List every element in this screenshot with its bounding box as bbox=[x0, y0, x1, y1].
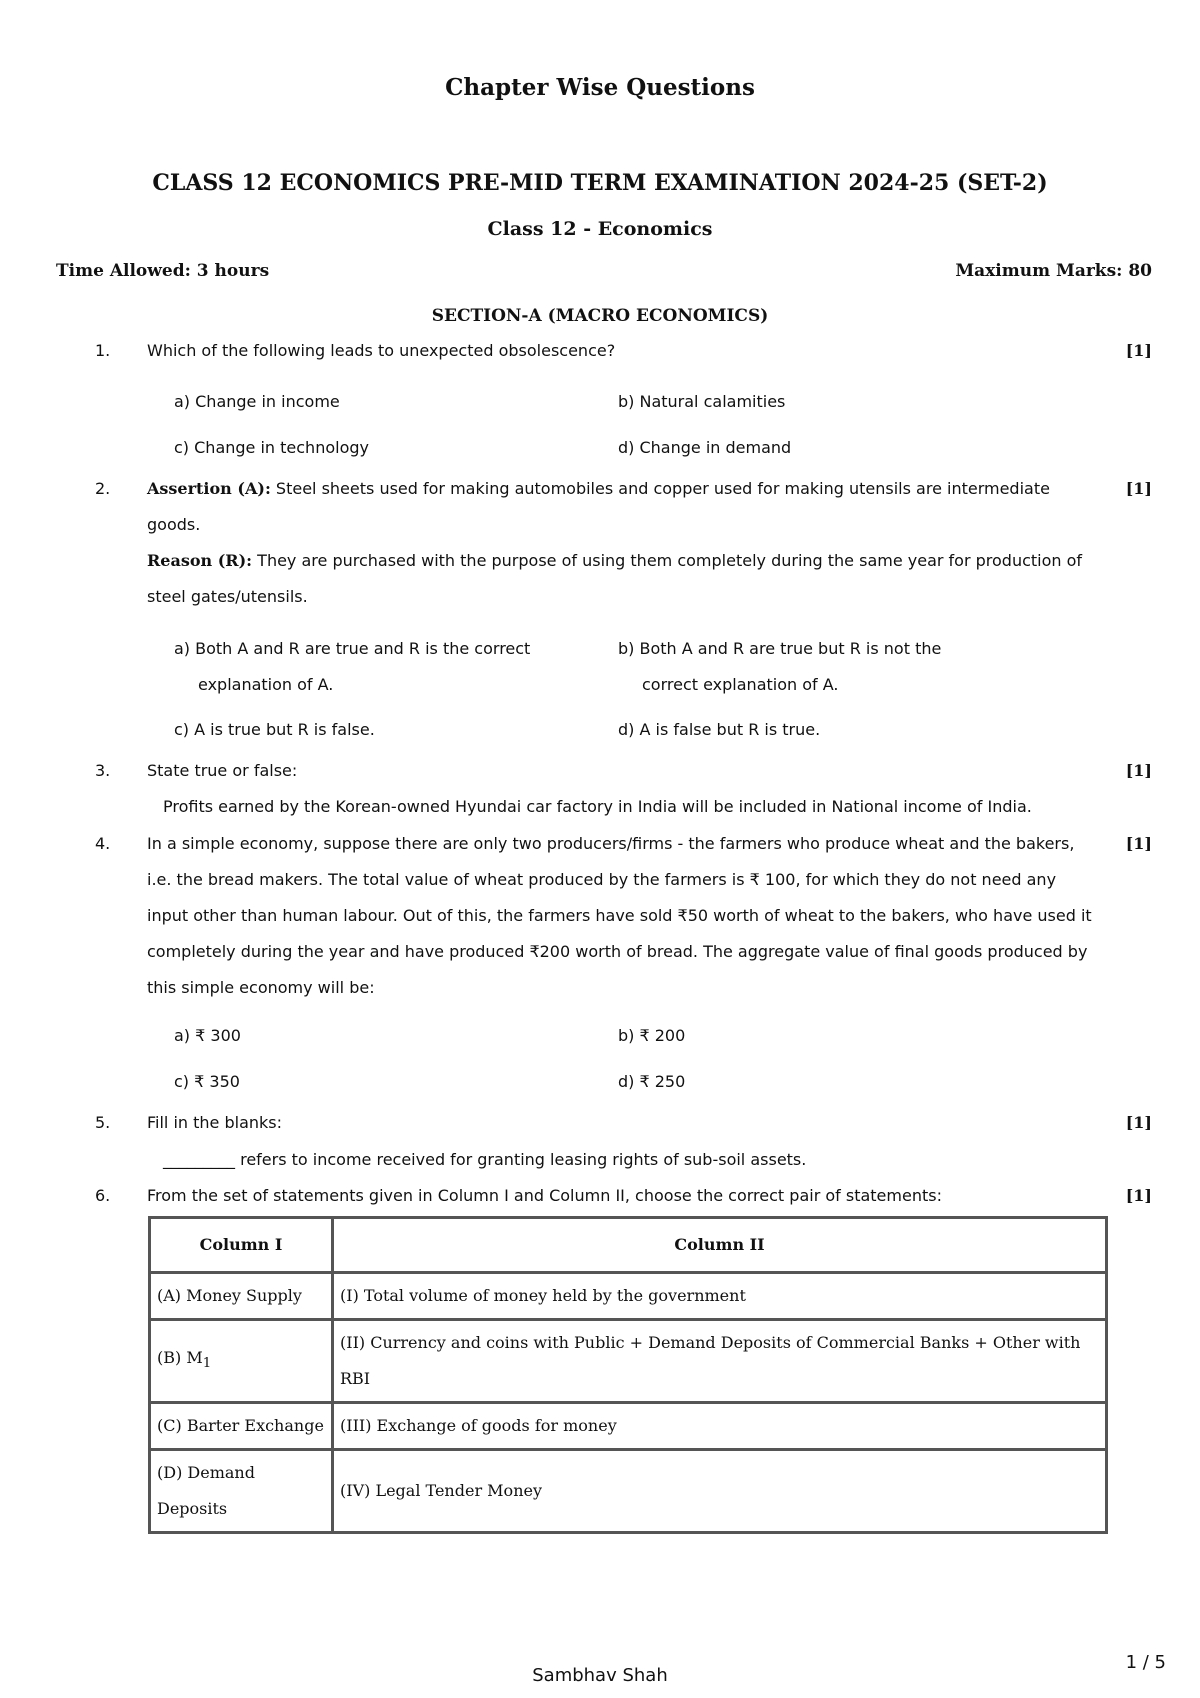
option-c[interactable]: c) Change in technology bbox=[174, 438, 369, 457]
table-row bbox=[150, 1450, 1107, 1533]
table-cell: (III) Exchange of goods for money bbox=[333, 1403, 1107, 1450]
time-allowed: Time Allowed: 3 hours bbox=[56, 261, 270, 281]
question-marks: [1] bbox=[1125, 1186, 1152, 1205]
exam-title: CLASS 12 ECONOMICS PRE-MID TERM EXAMINATION 2024-25 (SET-2) bbox=[152, 170, 1048, 196]
subscript: 1 bbox=[202, 1356, 212, 1372]
option-line: correct explanation of A. bbox=[642, 675, 839, 694]
option-b[interactable]: b) ₹ 200 bbox=[618, 1026, 686, 1045]
reason-label: Reason (R): bbox=[147, 551, 253, 570]
table-header-row bbox=[150, 1218, 1107, 1273]
table-row bbox=[150, 1403, 1107, 1450]
reason-text: They are purchased with the purpose of using them completely during the same year for production of steel gates/utensils. bbox=[147, 551, 1083, 606]
question-marks: [1] bbox=[1125, 1113, 1152, 1132]
question-text: Fill in the blanks: bbox=[147, 1113, 283, 1132]
subject-title: Class 12 - Economics bbox=[487, 218, 713, 240]
footer-author: Sambhav Shah bbox=[532, 1665, 668, 1686]
option-line: b) Both A and R are true but R is not the bbox=[618, 639, 942, 658]
cell-text: (B) M bbox=[157, 1347, 203, 1367]
question-statement: Profits earned by the Korean-owned Hyundai car factory in India will be included in National income of India. bbox=[163, 797, 1032, 816]
question-text: In a simple economy, suppose there are only two producers/firms - the farmers who produce wheat and the bakers, i.e. the bread makers. The total value of wheat produced by the farmers is ₹ 100, for which they do not need any input other than human labour. Out of this, the farmers have sold ₹50 worth of wheat to the bakers, who have used it completely during the year and have produced ₹200 worth of bread. The aggregate value of final goods produced by this simple economy will be: bbox=[147, 834, 1092, 997]
table-cell bbox=[150, 1320, 333, 1403]
question-marks: [1] bbox=[1125, 341, 1152, 360]
option-d[interactable]: d) ₹ 250 bbox=[618, 1072, 686, 1091]
option-a[interactable]: a) ₹ 300 bbox=[174, 1026, 241, 1045]
question-number: 1. bbox=[95, 341, 111, 360]
question-marks: [1] bbox=[1125, 834, 1152, 853]
question-marks: [1] bbox=[1125, 479, 1152, 498]
question-number: 4. bbox=[95, 834, 111, 853]
table-header: Column II bbox=[333, 1218, 1107, 1273]
option-a[interactable] bbox=[174, 631, 554, 703]
question-text: State true or false: bbox=[147, 761, 298, 780]
option-line: explanation of A. bbox=[198, 675, 334, 694]
option-d[interactable]: d) Change in demand bbox=[618, 438, 792, 457]
page-number: 1 / 5 bbox=[1125, 1652, 1166, 1673]
table-cell: (A) Money Supply bbox=[150, 1273, 333, 1320]
option-b[interactable] bbox=[618, 631, 998, 703]
match-table bbox=[148, 1216, 1108, 1534]
option-a[interactable]: a) Change in income bbox=[174, 392, 340, 411]
question-text: From the set of statements given in Column I and Column II, choose the correct pair of statements: bbox=[147, 1186, 942, 1205]
page-title: Chapter Wise Questions bbox=[445, 74, 755, 101]
table-cell: (D) Demand Deposits bbox=[150, 1450, 333, 1533]
table-row bbox=[150, 1320, 1107, 1403]
table-cell: (IV) Legal Tender Money bbox=[333, 1450, 1107, 1533]
question-statement: _________ refers to income received for granting leasing rights of sub-soil assets. bbox=[163, 1150, 807, 1169]
table-header: Column I bbox=[150, 1218, 333, 1273]
table-row bbox=[150, 1273, 1107, 1320]
option-c[interactable]: c) A is true but R is false. bbox=[174, 720, 375, 739]
table-cell: (II) Currency and coins with Public + Demand Deposits of Commercial Banks + Other with RBI bbox=[333, 1320, 1107, 1403]
option-c[interactable]: c) ₹ 350 bbox=[174, 1072, 240, 1091]
table-cell: (I) Total volume of money held by the government bbox=[333, 1273, 1107, 1320]
question-number: 2. bbox=[95, 479, 111, 498]
option-line: a) Both A and R are true and R is the correct bbox=[174, 639, 531, 658]
assertion-label: Assertion (A): bbox=[147, 479, 271, 498]
question-number: 6. bbox=[95, 1186, 111, 1205]
question-number: 3. bbox=[95, 761, 111, 780]
question-number: 5. bbox=[95, 1113, 111, 1132]
maximum-marks: Maximum Marks: 80 bbox=[955, 261, 1152, 281]
question-text: Which of the following leads to unexpected obsolescence? bbox=[147, 341, 616, 360]
assertion-text: Steel sheets used for making automobiles and copper used for making utensils are intermediate goods. bbox=[147, 479, 1050, 534]
section-title: SECTION-A (MACRO ECONOMICS) bbox=[431, 306, 769, 326]
table-cell: (C) Barter Exchange bbox=[150, 1403, 333, 1450]
question-text bbox=[147, 471, 1097, 615]
option-d[interactable]: d) A is false but R is true. bbox=[618, 720, 821, 739]
option-b[interactable]: b) Natural calamities bbox=[618, 392, 786, 411]
question-marks: [1] bbox=[1125, 761, 1152, 780]
